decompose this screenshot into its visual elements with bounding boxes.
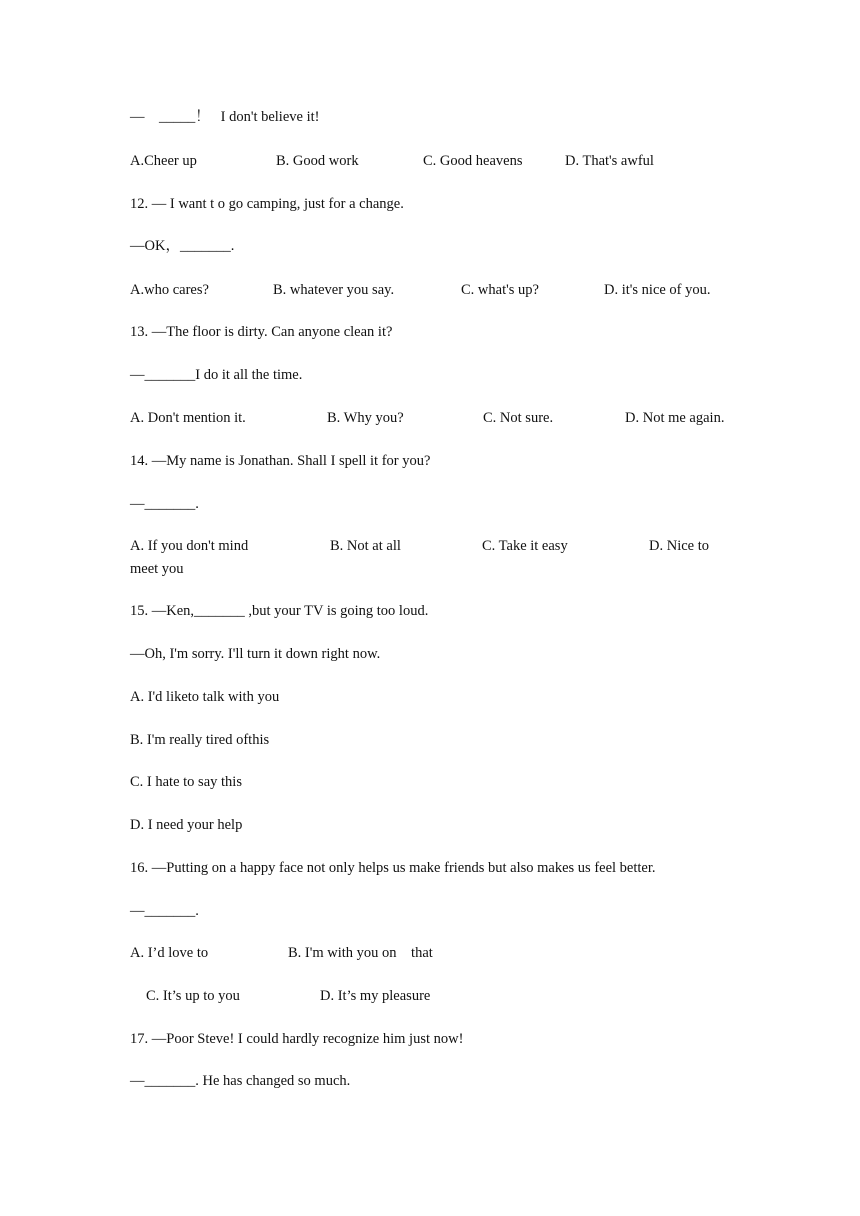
q16-option-b: B. I'm with you on that — [288, 945, 433, 961]
q12-option-b: B. whatever you say. — [273, 282, 395, 298]
q11-answer-line: — _____！ I don't believe it! — [130, 109, 320, 125]
q16-answer-line: —_______. — [130, 903, 199, 919]
q15-option-a: A. I'd liketo talk with you — [130, 689, 280, 705]
q14-option-d-wrap: meet you — [130, 561, 184, 577]
q16-option-d: D. It’s my pleasure — [320, 988, 431, 1004]
q15-option-c: C. I hate to say this — [130, 774, 242, 790]
q14-answer-line: —_______. — [130, 496, 199, 512]
q16-option-a: A. I’d love to — [130, 945, 209, 961]
q14-option-c: C. Take it easy — [482, 538, 568, 554]
q12-answer-line: —OK，_______. — [130, 238, 235, 254]
q12-stem: 12. — I want t o go camping, just for a change. — [130, 196, 404, 212]
q13-option-c: C. Not sure. — [483, 410, 554, 426]
q15-answer-line: —Oh, I'm sorry. I'll turn it down right now. — [130, 646, 381, 662]
q17-stem: 17. —Poor Steve! I could hardly recognize him just now! — [130, 1031, 464, 1047]
q12-option-d: D. it's nice of you. — [604, 282, 711, 298]
q12-option-c: C. what's up? — [461, 282, 539, 298]
q14-stem: 14. —My name is Jonathan. Shall I spell it for you? — [130, 453, 431, 469]
q13-stem: 13. —The floor is dirty. Can anyone clean it? — [130, 324, 393, 340]
q11-option-a: A.Cheer up — [130, 153, 197, 169]
q17-answer-line: —_______. He has changed so much. — [130, 1073, 351, 1089]
q13-option-b: B. Why you? — [327, 410, 404, 426]
q13-option-d: D. Not me again. — [625, 410, 725, 426]
q15-option-d: D. I need your help — [130, 817, 243, 833]
q13-option-a: A. Don't mention it. — [130, 410, 246, 426]
q15-option-b: B. I'm really tired ofthis — [130, 732, 270, 748]
q14-option-b: B. Not at all — [330, 538, 401, 554]
q16-option-c: C. It’s up to you — [146, 988, 240, 1004]
q15-stem: 15. —Ken,_______ ,but your TV is going too loud. — [130, 603, 429, 619]
q12-option-a: A.who cares? — [130, 282, 209, 298]
q11-option-c: C. Good heavens — [423, 153, 523, 169]
q11-option-d: D. That's awful — [565, 153, 654, 169]
q14-option-d: D. Nice to — [649, 538, 709, 554]
q16-stem: 16. —Putting on a happy face not only helps us make friends but also makes us feel better. — [130, 860, 656, 876]
q11-option-b: B. Good work — [276, 153, 359, 169]
q14-option-a: A. If you don't mind — [130, 538, 249, 554]
q13-answer-line: —_______I do it all the time. — [130, 367, 303, 383]
